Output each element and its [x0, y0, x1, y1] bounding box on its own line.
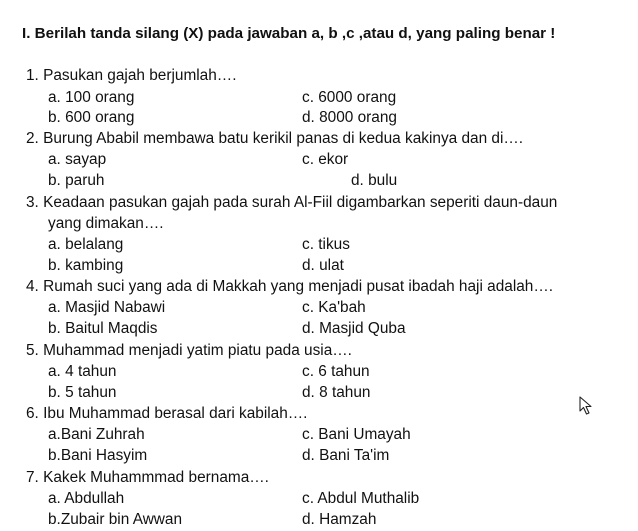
option-6a: a.Bani Zuhrah: [48, 426, 145, 443]
option-4b: b. Baitul Maqdis: [48, 320, 158, 337]
instruction-heading: I. Berilah tanda silang (X) pada jawaban a, b ,c ,atau d, yang paling benar !: [22, 25, 556, 42]
question-3-continued: yang dimakan….: [48, 215, 164, 232]
option-1c: c. 6000 orang: [302, 89, 397, 106]
option-2b: b. paruh: [48, 172, 105, 189]
option-5a: a. 4 tahun: [48, 363, 117, 380]
option-1d: d. 8000 orang: [302, 109, 397, 126]
option-1a: a. 100 orang: [48, 89, 135, 106]
option-7b: b.Zubair bin Awwan: [48, 511, 183, 528]
option-5c: c. 6 tahun: [302, 363, 370, 380]
option-5d: d. 8 tahun: [302, 384, 371, 401]
option-2c: c. ekor: [302, 151, 349, 168]
question-2: 2. Burung Ababil membawa batu kerikil panas di kedua kakinya dan di….: [26, 130, 524, 147]
option-6d: d. Bani Ta'im: [302, 447, 390, 464]
question-3: 3. Keadaan pasukan gajah pada surah Al-Fiil digambarkan seperiti daun-daun: [26, 194, 558, 211]
option-6b: b.Bani Hasyim: [48, 447, 148, 464]
option-6c: c. Bani Umayah: [302, 426, 411, 443]
question-4: 4. Rumah suci yang ada di Makkah yang menjadi pusat ibadah haji adalah….: [26, 278, 554, 295]
option-5b: b. 5 tahun: [48, 384, 117, 401]
question-6: 6. Ibu Muhammad berasal dari kabilah….: [26, 405, 308, 422]
option-3a: a. belalang: [48, 236, 124, 253]
option-7d: d. Hamzah: [302, 511, 377, 528]
question-5: 5. Muhammad menjadi yatim piatu pada usia….: [26, 342, 352, 359]
option-4c: c. Ka'bah: [302, 299, 366, 316]
mouse-pointer-icon: [579, 396, 595, 416]
option-4d: d. Masjid Quba: [302, 320, 406, 337]
option-7a: a. Abdullah: [48, 490, 125, 507]
option-1b: b. 600 orang: [48, 109, 135, 126]
question-1: 1. Pasukan gajah berjumlah….: [26, 67, 237, 84]
option-3d: d. ulat: [302, 257, 344, 274]
option-2a: a. sayap: [48, 151, 107, 168]
option-4a: a. Masjid Nabawi: [48, 299, 166, 316]
option-2d: d. bulu: [351, 172, 398, 189]
option-3b: b. kambing: [48, 257, 124, 274]
option-3c: c. tikus: [302, 236, 350, 253]
option-7c: c. Abdul Muthalib: [302, 490, 420, 507]
question-7: 7. Kakek Muhammmad bernama….: [26, 469, 269, 486]
